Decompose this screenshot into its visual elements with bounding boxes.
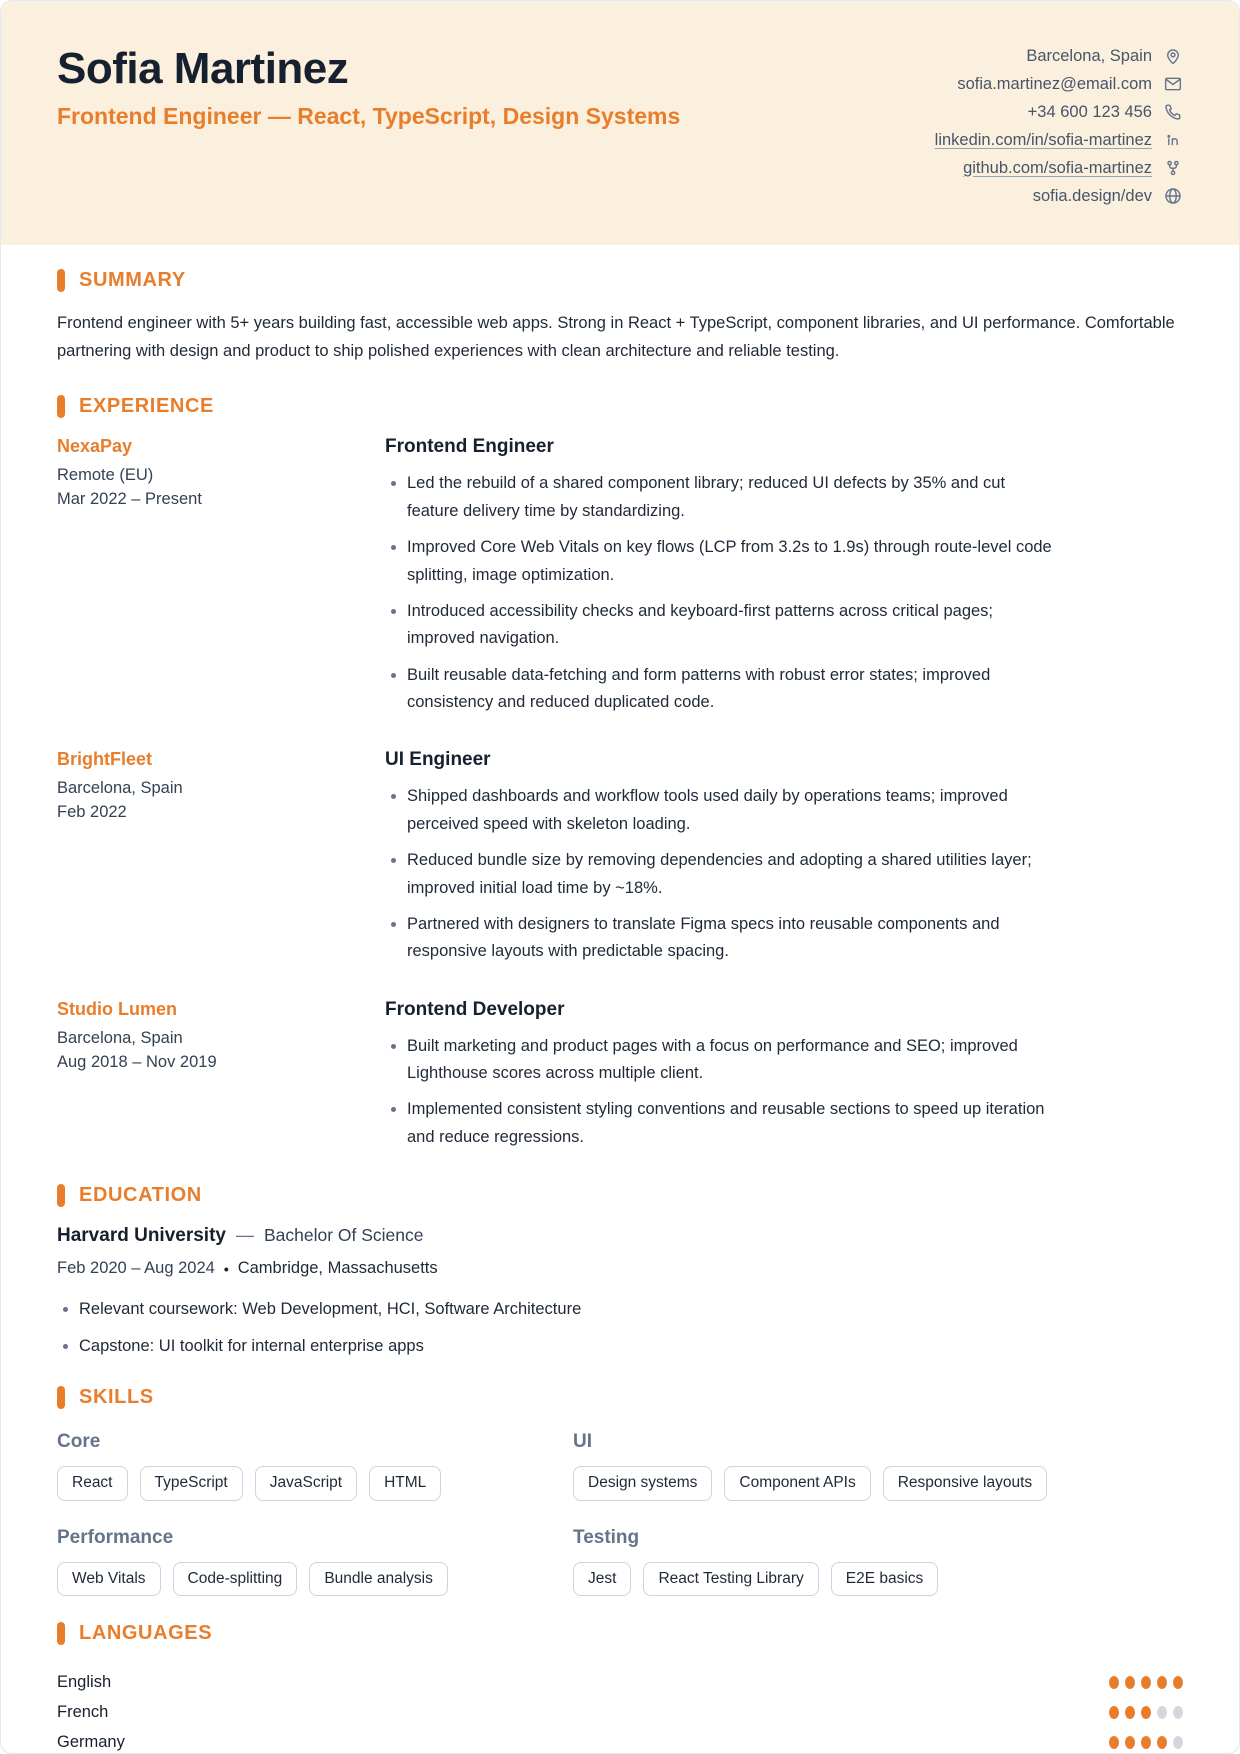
level-dot-empty (1157, 1706, 1167, 1719)
linkedin-icon (1162, 130, 1183, 151)
job-dates: Mar 2022 – Present (57, 490, 202, 509)
contact-location (1026, 45, 1183, 67)
languages-section-heading (57, 1622, 1183, 1645)
location-pin-icon (1162, 46, 1183, 67)
phone-icon (1162, 102, 1183, 123)
accent-bar (57, 1184, 65, 1207)
skill-category-name: Core (57, 1430, 101, 1452)
job-title: UI Engineer (385, 749, 491, 771)
job-location: Remote (EU) (57, 466, 154, 485)
job-bullet-list (385, 470, 1053, 716)
education-meta-row (57, 1259, 1183, 1278)
skill-category-ui (573, 1427, 1183, 1523)
job-meta-column (57, 999, 385, 1161)
level-dot-filled (1109, 1706, 1119, 1719)
contact-email (957, 73, 1183, 95)
job-bullet: Built reusable data-fetching and form patterns with robust error states; improved consistency and reduced duplicated code. (385, 662, 1053, 717)
accent-bar (57, 1386, 65, 1409)
level-dot-filled (1173, 1676, 1183, 1689)
level-dot-filled (1141, 1736, 1151, 1749)
dash-separator: — (235, 1225, 254, 1246)
job-bullet: Partnered with designers to translate Figma specs into reusable components and responsive layouts with predictable spacing. (385, 911, 1053, 966)
level-dot-filled (1125, 1736, 1135, 1749)
experience-section-heading (57, 395, 1183, 418)
job-detail-column (385, 749, 1053, 974)
job-bullet: Introduced accessibility checks and keyboard-first patterns across critical pages; improved navigation. (385, 598, 1053, 653)
skill-chip: JavaScript (255, 1466, 357, 1501)
job-location: Barcelona, Spain (57, 1028, 183, 1047)
skill-chip: Design systems (573, 1466, 712, 1501)
contact-website-text: sofia.design/dev (1032, 186, 1152, 205)
job-bullet: Improved Core Web Vitals on key flows (LCP from 3.2s to 1.9s) through route-level code splitting, image optimization. (385, 534, 1053, 589)
job-bullet: Shipped dashboards and workflow tools used daily by operations teams; improved perceived speed with skeleton loading. (385, 783, 1053, 838)
education-section-label: EDUCATION (79, 1184, 202, 1207)
experience-entry (57, 749, 1183, 974)
contact-linkedin[interactable] (935, 129, 1183, 151)
experience-section-label: EXPERIENCE (79, 395, 214, 418)
skill-chip: E2E basics (831, 1562, 939, 1597)
language-level-dots (1109, 1676, 1183, 1689)
contact-email-text: sofia.martinez@email.com (957, 74, 1152, 93)
skill-category-name: UI (573, 1430, 592, 1452)
chip-row (573, 1466, 1183, 1501)
job-dates: Aug 2018 – Nov 2019 (57, 1052, 217, 1071)
language-row (57, 1673, 1183, 1692)
language-row (57, 1733, 1183, 1752)
level-dot-filled (1125, 1706, 1135, 1719)
experience-entry (57, 999, 1183, 1161)
mail-icon (1162, 74, 1183, 95)
level-dot-filled (1109, 1676, 1119, 1689)
language-level-dots (1109, 1706, 1183, 1719)
language-name: Germany (57, 1733, 125, 1752)
summary-section-label: SUMMARY (79, 269, 186, 291)
resume-body (1, 245, 1239, 1752)
education-location: Cambridge, Massachusetts (237, 1259, 438, 1278)
education-title-row (57, 1225, 1183, 1247)
contact-linkedin-link[interactable]: linkedin.com/in/sofia-martinez (934, 130, 1152, 149)
github-icon (1162, 158, 1183, 179)
language-name: French (57, 1703, 109, 1722)
language-row (57, 1703, 1183, 1722)
language-name: English (57, 1673, 112, 1692)
contact-website (1033, 185, 1183, 207)
contact-github[interactable] (963, 157, 1183, 179)
skill-chip: Web Vitals (57, 1562, 161, 1597)
job-meta-column (57, 436, 385, 725)
job-location: Barcelona, Spain (57, 779, 183, 798)
summary-section-heading (57, 269, 1183, 292)
skill-chip: Component APIs (724, 1466, 870, 1501)
skill-category-core (57, 1427, 573, 1523)
job-title: Frontend Developer (385, 998, 565, 1020)
dot-separator: • (223, 1260, 229, 1277)
skill-chip: React Testing Library (643, 1562, 818, 1597)
chip-row (57, 1562, 573, 1597)
job-bullet: Implemented consistent styling conventions and reusable sections to speed up iteration and reduce regressions. (385, 1096, 1053, 1151)
job-meta-column (57, 749, 385, 974)
identity-block (57, 41, 680, 130)
person-headline: Frontend Engineer — React, TypeScript, Design Systems (57, 103, 681, 130)
skill-chip: TypeScript (140, 1466, 243, 1501)
degree-name: Bachelor Of Science (263, 1225, 424, 1246)
skill-chip: Jest (573, 1562, 631, 1597)
education-dates: Feb 2020 – Aug 2024 (57, 1259, 215, 1278)
skills-grid (57, 1427, 1183, 1618)
level-dot-filled (1109, 1736, 1119, 1749)
summary-text: Frontend engineer with 5+ years building fast, accessible web apps. Strong in React + TypeScript, component libraries, and UI performance. Comfortable partnering with design and product to ship polished experiences with clean architecture and reliable testing. (57, 314, 1175, 360)
education-section-heading (57, 1184, 1183, 1207)
skill-chip: Responsive layouts (883, 1466, 1047, 1501)
language-level-dots (1109, 1736, 1183, 1749)
languages-section (57, 1622, 1183, 1752)
company-name: Studio Lumen (57, 998, 177, 1019)
level-dot-filled (1125, 1676, 1135, 1689)
person-name: Sofia Martinez (57, 44, 349, 93)
skill-category-name: Testing (573, 1526, 640, 1548)
skill-category-performance (57, 1523, 573, 1619)
languages-section-label: LANGUAGES (79, 1622, 213, 1645)
job-bullet: Reduced bundle size by removing dependencies and adopting a shared utilities layer; improved initial load time by ~18%. (385, 847, 1053, 902)
level-dot-filled (1141, 1676, 1151, 1689)
skill-chip: Code-splitting (173, 1562, 298, 1597)
skill-chip: HTML (369, 1466, 441, 1501)
skill-category-testing (573, 1523, 1183, 1619)
school-name: Harvard University (57, 1225, 226, 1247)
contact-github-link[interactable]: github.com/sofia-martinez (963, 158, 1152, 177)
job-detail-column (385, 436, 1053, 725)
job-bullet: Built marketing and product pages with a focus on performance and SEO; improved Lighthouse scores across multiple client. (385, 1033, 1053, 1088)
experience-entry (57, 436, 1183, 725)
level-dot-empty (1173, 1706, 1183, 1719)
level-dot-filled (1157, 1676, 1167, 1689)
company-name: BrightFleet (57, 749, 153, 770)
job-dates: Feb 2022 (57, 803, 127, 822)
job-bullet-list (385, 1033, 1053, 1152)
skill-category-name: Performance (57, 1526, 174, 1548)
globe-icon (1162, 186, 1183, 207)
job-bullet-list (385, 783, 1053, 965)
contact-list (935, 41, 1183, 207)
job-title: Frontend Engineer (385, 436, 554, 458)
contact-phone (1028, 101, 1183, 123)
skills-section-heading (57, 1386, 1183, 1409)
education-bullet: Relevant coursework: Web Development, HCI, Software Architecture (57, 1296, 1183, 1323)
skills-section-label: SKILLS (79, 1385, 154, 1408)
level-dot-filled (1141, 1706, 1151, 1719)
company-name: NexaPay (57, 436, 133, 457)
contact-location-text: Barcelona, Spain (1026, 46, 1152, 65)
header (1, 1, 1239, 245)
education-bullet: Capstone: UI toolkit for internal enterprise apps (57, 1333, 1183, 1360)
skill-chip: Bundle analysis (309, 1562, 448, 1597)
accent-bar (57, 1622, 65, 1645)
contact-phone-text: +34 600 123 456 (1027, 102, 1152, 121)
job-detail-column (385, 999, 1053, 1161)
job-bullet: Led the rebuild of a shared component library; reduced UI defects by 35% and cut feature delivery time by standardizing. (385, 470, 1053, 525)
education-bullet-list (57, 1296, 1183, 1360)
chip-row (573, 1562, 1183, 1597)
accent-bar (57, 269, 65, 292)
accent-bar (57, 395, 65, 418)
level-dot-empty (1173, 1736, 1183, 1749)
level-dot-filled (1157, 1736, 1167, 1749)
skill-chip: React (57, 1466, 128, 1501)
chip-row (57, 1466, 573, 1501)
